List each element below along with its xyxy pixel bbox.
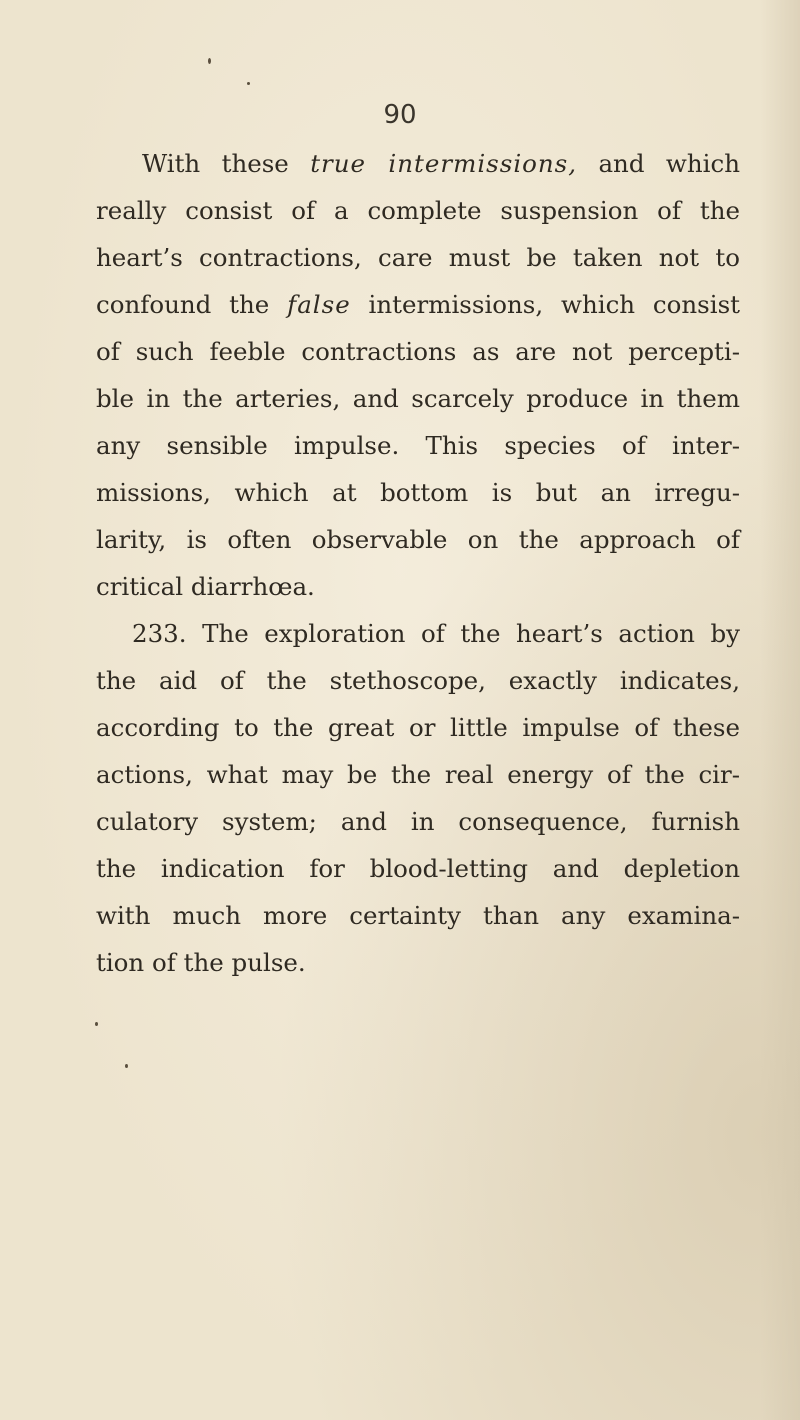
text-line: of such feeble contractions as are not percepti- <box>96 337 740 366</box>
text-line: the indication for blood-letting and depletion <box>96 854 740 883</box>
text-line: the aid of the stethoscope, exactly indicates, <box>96 666 740 695</box>
text-line: really consist of a complete suspension of the <box>96 196 740 225</box>
text-line: with much more certainty than any examina- <box>96 901 740 930</box>
page-number: 90 <box>383 100 417 130</box>
text-line: 233. The exploration of the heart’s action by <box>132 619 740 648</box>
text-line: missions, which at bottom is but an irregu- <box>96 478 740 507</box>
text-line: any sensible impulse. This species of inter- <box>96 431 740 460</box>
text-line: actions, what may be the real energy of the cir- <box>96 760 740 789</box>
text-line: larity, is often observable on the approach of <box>96 525 740 554</box>
text-line: confound the false intermissions, which consist <box>96 290 741 319</box>
page-edge-shadow <box>760 0 800 1420</box>
paragraph-intermissions <box>96 140 740 610</box>
text-line: critical diarrhœa. <box>96 572 315 601</box>
text-line: culatory system; and in consequence, furnish <box>96 807 740 836</box>
text-line: ble in the arteries, and scarcely produce in them <box>96 384 740 413</box>
text-line: With these true intermissions, and which <box>142 149 740 178</box>
scan-speck <box>208 58 211 64</box>
scan-speck <box>125 1064 128 1068</box>
scan-speck <box>95 1022 98 1026</box>
scan-speck <box>247 82 250 85</box>
paragraph-233-stethoscope <box>96 610 740 986</box>
body-text <box>96 140 740 986</box>
text-line: according to the great or little impulse of these <box>96 713 740 742</box>
text-line: heart’s contractions, care must be taken not to <box>96 243 740 272</box>
text-line: tion of the pulse. <box>96 948 306 977</box>
